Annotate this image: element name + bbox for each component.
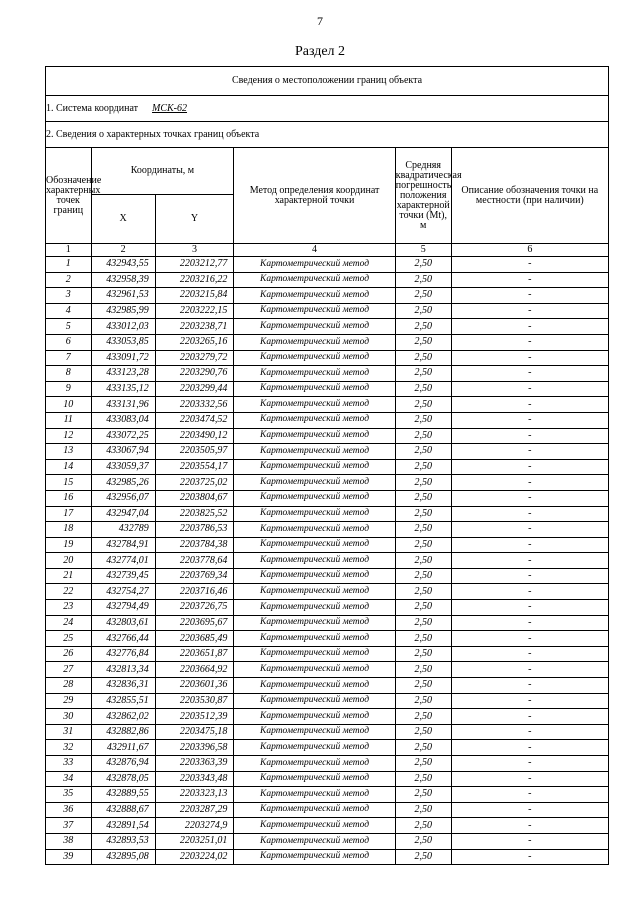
rmse-cell: 2,50: [395, 568, 451, 584]
method-cell: Картометрический метод: [234, 272, 395, 288]
point-number-cell: 21: [46, 568, 92, 584]
rmse-cell: 2,50: [395, 397, 451, 413]
rmse-cell: 2,50: [395, 849, 451, 865]
boundary-points-table: [45, 66, 609, 865]
description-cell: -: [451, 381, 608, 397]
coord-y-cell: 2203778,64: [155, 553, 234, 569]
method-cell: Картометрический метод: [234, 288, 395, 304]
table-row: [46, 662, 609, 678]
point-number-cell: 33: [46, 756, 92, 772]
coord-x-cell: 432911,67: [91, 740, 155, 756]
rmse-cell: 2,50: [395, 709, 451, 725]
description-cell: -: [451, 631, 608, 647]
header-rmse: Средняя квадратическая погрешность положения характерной точки (Mt), м: [395, 148, 451, 244]
method-cell: Картометрический метод: [234, 833, 395, 849]
method-cell: Картометрический метод: [234, 740, 395, 756]
description-cell: -: [451, 678, 608, 694]
coord-y-cell: 2203512,39: [155, 709, 234, 725]
table-row: [46, 522, 609, 538]
coord-y-cell: 2203224,02: [155, 849, 234, 865]
method-cell: Картометрический метод: [234, 584, 395, 600]
coord-x-cell: 432754,27: [91, 584, 155, 600]
point-number-cell: 38: [46, 833, 92, 849]
table-row: [46, 740, 609, 756]
method-cell: Картометрический метод: [234, 381, 395, 397]
coord-y-cell: 2203664,92: [155, 662, 234, 678]
coord-x-cell: 432893,53: [91, 833, 155, 849]
point-number-cell: 7: [46, 350, 92, 366]
rmse-cell: 2,50: [395, 724, 451, 740]
table-row: [46, 615, 609, 631]
coord-x-cell: 432878,05: [91, 771, 155, 787]
table-row: [46, 350, 609, 366]
table-row: [46, 412, 609, 428]
coord-x-cell: 432855,51: [91, 693, 155, 709]
method-cell: Картометрический метод: [234, 475, 395, 491]
table-row: [46, 646, 609, 662]
rmse-cell: 2,50: [395, 600, 451, 616]
coord-x-cell: 432789: [91, 522, 155, 538]
description-cell: -: [451, 522, 608, 538]
rmse-cell: 2,50: [395, 615, 451, 631]
description-cell: -: [451, 724, 608, 740]
coord-y-cell: 2203725,02: [155, 475, 234, 491]
description-cell: -: [451, 553, 608, 569]
method-cell: Картометрический метод: [234, 506, 395, 522]
table-row: [46, 833, 609, 849]
method-cell: Картометрический метод: [234, 771, 395, 787]
coord-y-cell: 2203530,87: [155, 693, 234, 709]
coord-y-cell: 2203212,77: [155, 257, 234, 273]
point-number-cell: 17: [46, 506, 92, 522]
table-row: [46, 818, 609, 834]
point-number-cell: 5: [46, 319, 92, 335]
description-cell: -: [451, 303, 608, 319]
coord-x-cell: 432813,34: [91, 662, 155, 678]
coord-y-cell: 2203222,15: [155, 303, 234, 319]
coord-y-cell: 2203279,72: [155, 350, 234, 366]
coord-x-cell: 432895,08: [91, 849, 155, 865]
description-cell: -: [451, 537, 608, 553]
column-number: 6: [451, 244, 608, 257]
point-number-cell: 29: [46, 693, 92, 709]
coord-y-cell: 2203804,67: [155, 490, 234, 506]
coord-x-cell: 432891,54: [91, 818, 155, 834]
description-cell: -: [451, 257, 608, 273]
point-number-cell: 12: [46, 428, 92, 444]
table-title: Сведения о местоположении границ объекта: [46, 67, 609, 96]
rmse-cell: 2,50: [395, 522, 451, 538]
point-number-cell: 31: [46, 724, 92, 740]
point-number-cell: 26: [46, 646, 92, 662]
table-row: [46, 444, 609, 460]
coord-x-cell: 432774,01: [91, 553, 155, 569]
column-number: 4: [234, 244, 395, 257]
coord-y-cell: 2203287,29: [155, 802, 234, 818]
coord-x-cell: 432985,26: [91, 475, 155, 491]
table-row: [46, 724, 609, 740]
method-cell: Картометрический метод: [234, 646, 395, 662]
method-cell: Картометрический метод: [234, 631, 395, 647]
table-row: [46, 678, 609, 694]
description-cell: -: [451, 506, 608, 522]
coord-x-cell: 432947,04: [91, 506, 155, 522]
point-number-cell: 30: [46, 709, 92, 725]
coord-y-cell: 2203274,9: [155, 818, 234, 834]
description-cell: -: [451, 849, 608, 865]
rmse-cell: 2,50: [395, 833, 451, 849]
method-cell: Картометрический метод: [234, 724, 395, 740]
table-row: [46, 756, 609, 772]
coord-x-cell: 432956,07: [91, 490, 155, 506]
table-row: [46, 631, 609, 647]
table-row: [46, 490, 609, 506]
rmse-cell: 2,50: [395, 756, 451, 772]
coord-x-cell: 433083,04: [91, 412, 155, 428]
coord-x-cell: 432889,55: [91, 787, 155, 803]
rmse-cell: 2,50: [395, 272, 451, 288]
table-row: [46, 568, 609, 584]
coord-y-cell: 2203825,52: [155, 506, 234, 522]
header-designation: Обозначение характерных точек границ: [46, 148, 92, 244]
column-number: 2: [91, 244, 155, 257]
table-row: [46, 303, 609, 319]
coord-y-cell: 2203251,01: [155, 833, 234, 849]
coord-y-cell: 2203475,18: [155, 724, 234, 740]
column-number: 3: [155, 244, 234, 257]
point-number-cell: 32: [46, 740, 92, 756]
point-number-cell: 13: [46, 444, 92, 460]
points-section-label: 2. Сведения о характерных точках границ объекта: [46, 122, 609, 148]
rmse-cell: 2,50: [395, 506, 451, 522]
coord-y-cell: 2203695,67: [155, 615, 234, 631]
description-cell: -: [451, 568, 608, 584]
rmse-cell: 2,50: [395, 475, 451, 491]
coord-y-cell: 2203651,87: [155, 646, 234, 662]
coord-x-cell: 433135,12: [91, 381, 155, 397]
table-row: [46, 537, 609, 553]
coord-y-cell: 2203363,39: [155, 756, 234, 772]
table-row: [46, 459, 609, 475]
coord-x-cell: 432862,02: [91, 709, 155, 725]
coord-y-cell: 2203786,53: [155, 522, 234, 538]
method-cell: Картометрический метод: [234, 818, 395, 834]
coord-x-cell: 433072,25: [91, 428, 155, 444]
rmse-cell: 2,50: [395, 319, 451, 335]
page-number: 7: [317, 14, 323, 28]
column-number: 1: [46, 244, 92, 257]
description-cell: -: [451, 693, 608, 709]
description-cell: -: [451, 709, 608, 725]
rmse-cell: 2,50: [395, 459, 451, 475]
rmse-cell: 2,50: [395, 366, 451, 382]
description-cell: -: [451, 802, 608, 818]
table-row: [46, 397, 609, 413]
coord-x-cell: 432943,55: [91, 257, 155, 273]
coord-x-cell: 432739,45: [91, 568, 155, 584]
rmse-cell: 2,50: [395, 693, 451, 709]
description-cell: -: [451, 288, 608, 304]
coord-x-cell: 432958,39: [91, 272, 155, 288]
coord-x-cell: 432776,84: [91, 646, 155, 662]
coord-x-cell: 432836,31: [91, 678, 155, 694]
header-y: Y: [155, 195, 234, 244]
method-cell: Картометрический метод: [234, 350, 395, 366]
description-cell: -: [451, 818, 608, 834]
point-number-cell: 36: [46, 802, 92, 818]
rmse-cell: 2,50: [395, 678, 451, 694]
coord-x-cell: 433012,03: [91, 319, 155, 335]
coord-y-cell: 2203299,44: [155, 381, 234, 397]
coord-x-cell: 432876,94: [91, 756, 155, 772]
description-cell: -: [451, 334, 608, 350]
rmse-cell: 2,50: [395, 412, 451, 428]
method-cell: Картометрический метод: [234, 257, 395, 273]
description-cell: -: [451, 272, 608, 288]
rmse-cell: 2,50: [395, 288, 451, 304]
method-cell: Картометрический метод: [234, 615, 395, 631]
coord-y-cell: 2203238,71: [155, 319, 234, 335]
description-cell: -: [451, 490, 608, 506]
section-title: Раздел 2: [294, 44, 346, 59]
method-cell: Картометрический метод: [234, 303, 395, 319]
coord-x-cell: 432803,61: [91, 615, 155, 631]
coord-x-cell: 432985,99: [91, 303, 155, 319]
coord-x-cell: 432766,44: [91, 631, 155, 647]
coord-x-cell: 433053,85: [91, 334, 155, 350]
table-row: [46, 381, 609, 397]
coord-x-cell: 433123,28: [91, 366, 155, 382]
description-cell: -: [451, 428, 608, 444]
description-cell: -: [451, 475, 608, 491]
rmse-cell: 2,50: [395, 350, 451, 366]
method-cell: Картометрический метод: [234, 537, 395, 553]
point-number-cell: 28: [46, 678, 92, 694]
coord-y-cell: 2203332,56: [155, 397, 234, 413]
column-number: 5: [395, 244, 451, 257]
coord-y-cell: 2203215,84: [155, 288, 234, 304]
method-cell: Картометрический метод: [234, 412, 395, 428]
coord-y-cell: 2203685,49: [155, 631, 234, 647]
method-cell: Картометрический метод: [234, 787, 395, 803]
rmse-cell: 2,50: [395, 771, 451, 787]
rmse-cell: 2,50: [395, 381, 451, 397]
rmse-cell: 2,50: [395, 257, 451, 273]
point-number-cell: 35: [46, 787, 92, 803]
coord-system-label: 1. Система координат: [46, 102, 139, 114]
table-row: [46, 272, 609, 288]
point-number-cell: 8: [46, 366, 92, 382]
description-cell: -: [451, 350, 608, 366]
rmse-cell: 2,50: [395, 818, 451, 834]
description-cell: -: [451, 459, 608, 475]
method-cell: Картометрический метод: [234, 678, 395, 694]
description-cell: -: [451, 615, 608, 631]
method-cell: Картометрический метод: [234, 522, 395, 538]
table-row: [46, 288, 609, 304]
table-row: [46, 600, 609, 616]
point-number-cell: 9: [46, 381, 92, 397]
table-row: [46, 693, 609, 709]
method-cell: Картометрический метод: [234, 553, 395, 569]
method-cell: Картометрический метод: [234, 444, 395, 460]
method-cell: Картометрический метод: [234, 334, 395, 350]
rmse-cell: 2,50: [395, 553, 451, 569]
method-cell: Картометрический метод: [234, 756, 395, 772]
table-row: [46, 475, 609, 491]
description-cell: -: [451, 646, 608, 662]
table-row: [46, 257, 609, 273]
table-row: [46, 553, 609, 569]
method-cell: Картометрический метод: [234, 662, 395, 678]
coord-x-cell: 433091,72: [91, 350, 155, 366]
rmse-cell: 2,50: [395, 584, 451, 600]
method-cell: Картометрический метод: [234, 849, 395, 865]
coord-y-cell: 2203396,58: [155, 740, 234, 756]
method-cell: Картометрический метод: [234, 709, 395, 725]
description-cell: -: [451, 412, 608, 428]
table-row: [46, 709, 609, 725]
method-cell: Картометрический метод: [234, 568, 395, 584]
description-cell: -: [451, 600, 608, 616]
rmse-cell: 2,50: [395, 428, 451, 444]
coord-system-value: МСК-62: [152, 102, 188, 114]
description-cell: -: [451, 740, 608, 756]
description-cell: -: [451, 444, 608, 460]
rmse-cell: 2,50: [395, 334, 451, 350]
rmse-cell: 2,50: [395, 802, 451, 818]
method-cell: Картометрический метод: [234, 693, 395, 709]
coord-x-cell: 432888,67: [91, 802, 155, 818]
rmse-cell: 2,50: [395, 787, 451, 803]
description-cell: -: [451, 833, 608, 849]
table-row: [46, 802, 609, 818]
rmse-cell: 2,50: [395, 444, 451, 460]
table-row: [46, 787, 609, 803]
description-cell: -: [451, 662, 608, 678]
header-method: Метод определения координат характерной точки: [234, 148, 395, 244]
coord-y-cell: 2203490,12: [155, 428, 234, 444]
rmse-cell: 2,50: [395, 303, 451, 319]
point-number-cell: 4: [46, 303, 92, 319]
point-number-cell: 16: [46, 490, 92, 506]
point-number-cell: 39: [46, 849, 92, 865]
coord-y-cell: 2203265,16: [155, 334, 234, 350]
table-row: [46, 584, 609, 600]
coord-y-cell: 2203716,46: [155, 584, 234, 600]
point-number-cell: 25: [46, 631, 92, 647]
coord-x-cell: 432882,86: [91, 724, 155, 740]
point-number-cell: 11: [46, 412, 92, 428]
table-row: [46, 319, 609, 335]
coord-y-cell: 2203554,17: [155, 459, 234, 475]
description-cell: -: [451, 756, 608, 772]
point-number-cell: 3: [46, 288, 92, 304]
rmse-cell: 2,50: [395, 646, 451, 662]
description-cell: -: [451, 787, 608, 803]
table-row: [46, 771, 609, 787]
point-number-cell: 37: [46, 818, 92, 834]
point-number-cell: 19: [46, 537, 92, 553]
coord-y-cell: 2203290,76: [155, 366, 234, 382]
table-row: [46, 334, 609, 350]
point-number-cell: 18: [46, 522, 92, 538]
description-cell: -: [451, 319, 608, 335]
rmse-cell: 2,50: [395, 490, 451, 506]
point-number-cell: 6: [46, 334, 92, 350]
point-number-cell: 23: [46, 600, 92, 616]
rmse-cell: 2,50: [395, 537, 451, 553]
rmse-cell: 2,50: [395, 631, 451, 647]
method-cell: Картометрический метод: [234, 397, 395, 413]
coord-y-cell: 2203343,48: [155, 771, 234, 787]
description-cell: -: [451, 366, 608, 382]
rmse-cell: 2,50: [395, 740, 451, 756]
header-coordinates: Координаты, м: [91, 148, 234, 195]
description-cell: -: [451, 397, 608, 413]
method-cell: Картометрический метод: [234, 490, 395, 506]
method-cell: Картометрический метод: [234, 459, 395, 475]
coord-y-cell: 2203216,22: [155, 272, 234, 288]
description-cell: -: [451, 771, 608, 787]
coord-y-cell: 2203505,97: [155, 444, 234, 460]
coord-y-cell: 2203601,36: [155, 678, 234, 694]
description-cell: -: [451, 584, 608, 600]
method-cell: Картометрический метод: [234, 600, 395, 616]
method-cell: Картометрический метод: [234, 366, 395, 382]
coord-y-cell: 2203784,38: [155, 537, 234, 553]
coord-y-cell: 2203474,52: [155, 412, 234, 428]
header-x: X: [91, 195, 155, 244]
table-row: [46, 366, 609, 382]
method-cell: Картометрический метод: [234, 802, 395, 818]
point-number-cell: 22: [46, 584, 92, 600]
coord-x-cell: 433067,94: [91, 444, 155, 460]
table-row: [46, 506, 609, 522]
point-number-cell: 20: [46, 553, 92, 569]
table-row: [46, 849, 609, 865]
coord-x-cell: 433059,37: [91, 459, 155, 475]
coord-system-row: [46, 96, 609, 122]
header-description: Описание обозначения точки на местности (при наличии): [451, 148, 608, 244]
coord-x-cell: 433131,96: [91, 397, 155, 413]
coord-x-cell: 432784,91: [91, 537, 155, 553]
coord-y-cell: 2203769,34: [155, 568, 234, 584]
coord-y-cell: 2203726,75: [155, 600, 234, 616]
point-number-cell: 34: [46, 771, 92, 787]
point-number-cell: 1: [46, 257, 92, 273]
point-number-cell: 24: [46, 615, 92, 631]
coord-x-cell: 432961,53: [91, 288, 155, 304]
method-cell: Картометрический метод: [234, 428, 395, 444]
point-number-cell: 15: [46, 475, 92, 491]
rmse-cell: 2,50: [395, 662, 451, 678]
table-row: [46, 428, 609, 444]
coord-x-cell: 432794,49: [91, 600, 155, 616]
coord-y-cell: 2203323,13: [155, 787, 234, 803]
point-number-cell: 2: [46, 272, 92, 288]
point-number-cell: 14: [46, 459, 92, 475]
point-number-cell: 10: [46, 397, 92, 413]
point-number-cell: 27: [46, 662, 92, 678]
method-cell: Картометрический метод: [234, 319, 395, 335]
